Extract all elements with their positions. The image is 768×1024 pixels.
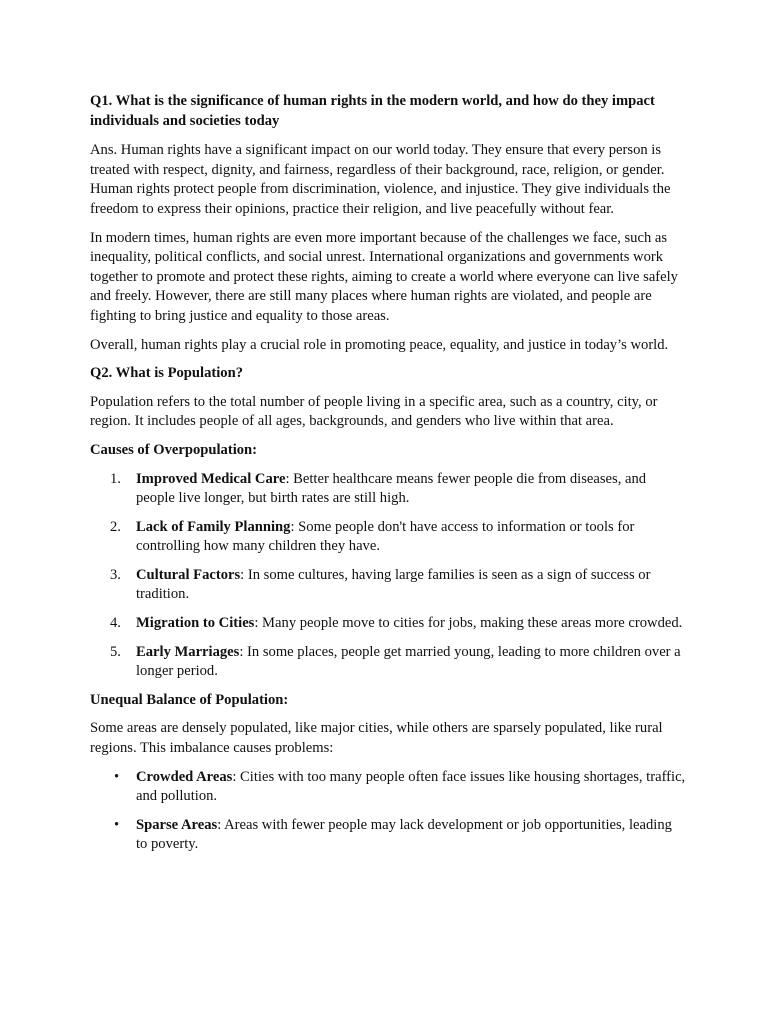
item-text: : Better healthcare means fewer people die from diseases, and people live longer, but birth rates are still high. xyxy=(136,470,647,507)
answer-paragraph: In modern times, human rights are even more important because of the challenges we face, such as inequality, political conflicts, and social unrest. International organizations and governments work together to promote and protect these rights, aiming to create a world where everyone can live safely and freely. However, there are still many places where human rights are violated, and people are fighting to bring justice and equality to those areas. xyxy=(90,229,678,324)
item-term: Sparse Areas xyxy=(136,816,218,833)
item-term: Migration to Cities xyxy=(136,615,255,632)
bullet-icon: • xyxy=(114,768,120,785)
unequal-balance-text: Some areas are densely populated, like major cities, while others are sparsely populated, like rural regions. This imbalance causes problems: xyxy=(90,720,663,757)
question-2: Q2. What is Population? xyxy=(90,365,243,382)
list-item xyxy=(90,643,686,682)
item-text: : Cities with too many people often face issues like housing shortages, traffic, and pollution. xyxy=(136,768,686,805)
item-text: : Many people move to cities for jobs, making these areas more crowded. xyxy=(254,615,683,632)
list-item xyxy=(90,470,686,509)
population-definition: Population refers to the total number of people living in a specific area, such as a country, city, or region. It includes people of all ages, backgrounds, and genders who live within that area. xyxy=(90,393,658,430)
answer-paragraph: Overall, human rights play a crucial role in promoting peace, equality, and justice in today’s world. xyxy=(90,336,669,353)
item-text: : Areas with fewer people may lack development or job opportunities, leading to poverty. xyxy=(136,816,672,853)
list-number: 1. xyxy=(110,470,121,487)
item-text: : In some cultures, having large families is seen as a sign of success or tradition. xyxy=(136,566,651,603)
answer-paragraph: Ans. Human rights have a significant impact on our world today. They ensure that every person is treated with respect, dignity, and fairness, regardless of their background, race, religion, or gender. Human rights protect people from discrimination, violence, and injustice. They give individuals the freedom to express their opinions, practice their religion, and live peacefully without fear. xyxy=(90,142,671,217)
unequal-balance-list xyxy=(90,768,686,855)
causes-heading: Causes of Overpopulation: xyxy=(90,441,258,458)
list-number: 4. xyxy=(110,615,121,632)
list-item xyxy=(90,518,686,557)
item-term: Improved Medical Care xyxy=(136,470,286,487)
bullet-icon: • xyxy=(114,816,120,833)
item-term: Early Marriages xyxy=(136,643,240,660)
list-item xyxy=(90,816,686,855)
item-text: : In some places, people get married young, leading to more children over a longer period. xyxy=(136,643,681,680)
document-content xyxy=(90,92,686,864)
question-1: Q1. What is the significance of human rights in the modern world, and how do they impact individuals and societies today xyxy=(90,93,655,129)
list-number: 5. xyxy=(110,643,121,660)
list-item xyxy=(90,614,686,634)
item-term: Cultural Factors xyxy=(136,566,241,583)
unequal-balance-heading: Unequal Balance of Population: xyxy=(90,691,289,708)
list-number: 2. xyxy=(110,518,121,535)
causes-list xyxy=(90,470,686,682)
list-item xyxy=(90,768,686,807)
list-number: 3. xyxy=(110,566,121,583)
list-item xyxy=(90,566,686,605)
item-text: : Some people don't have access to information or tools for controlling how many children they have. xyxy=(136,518,635,555)
item-term: Crowded Areas xyxy=(136,768,233,785)
item-term: Lack of Family Planning xyxy=(136,518,291,535)
